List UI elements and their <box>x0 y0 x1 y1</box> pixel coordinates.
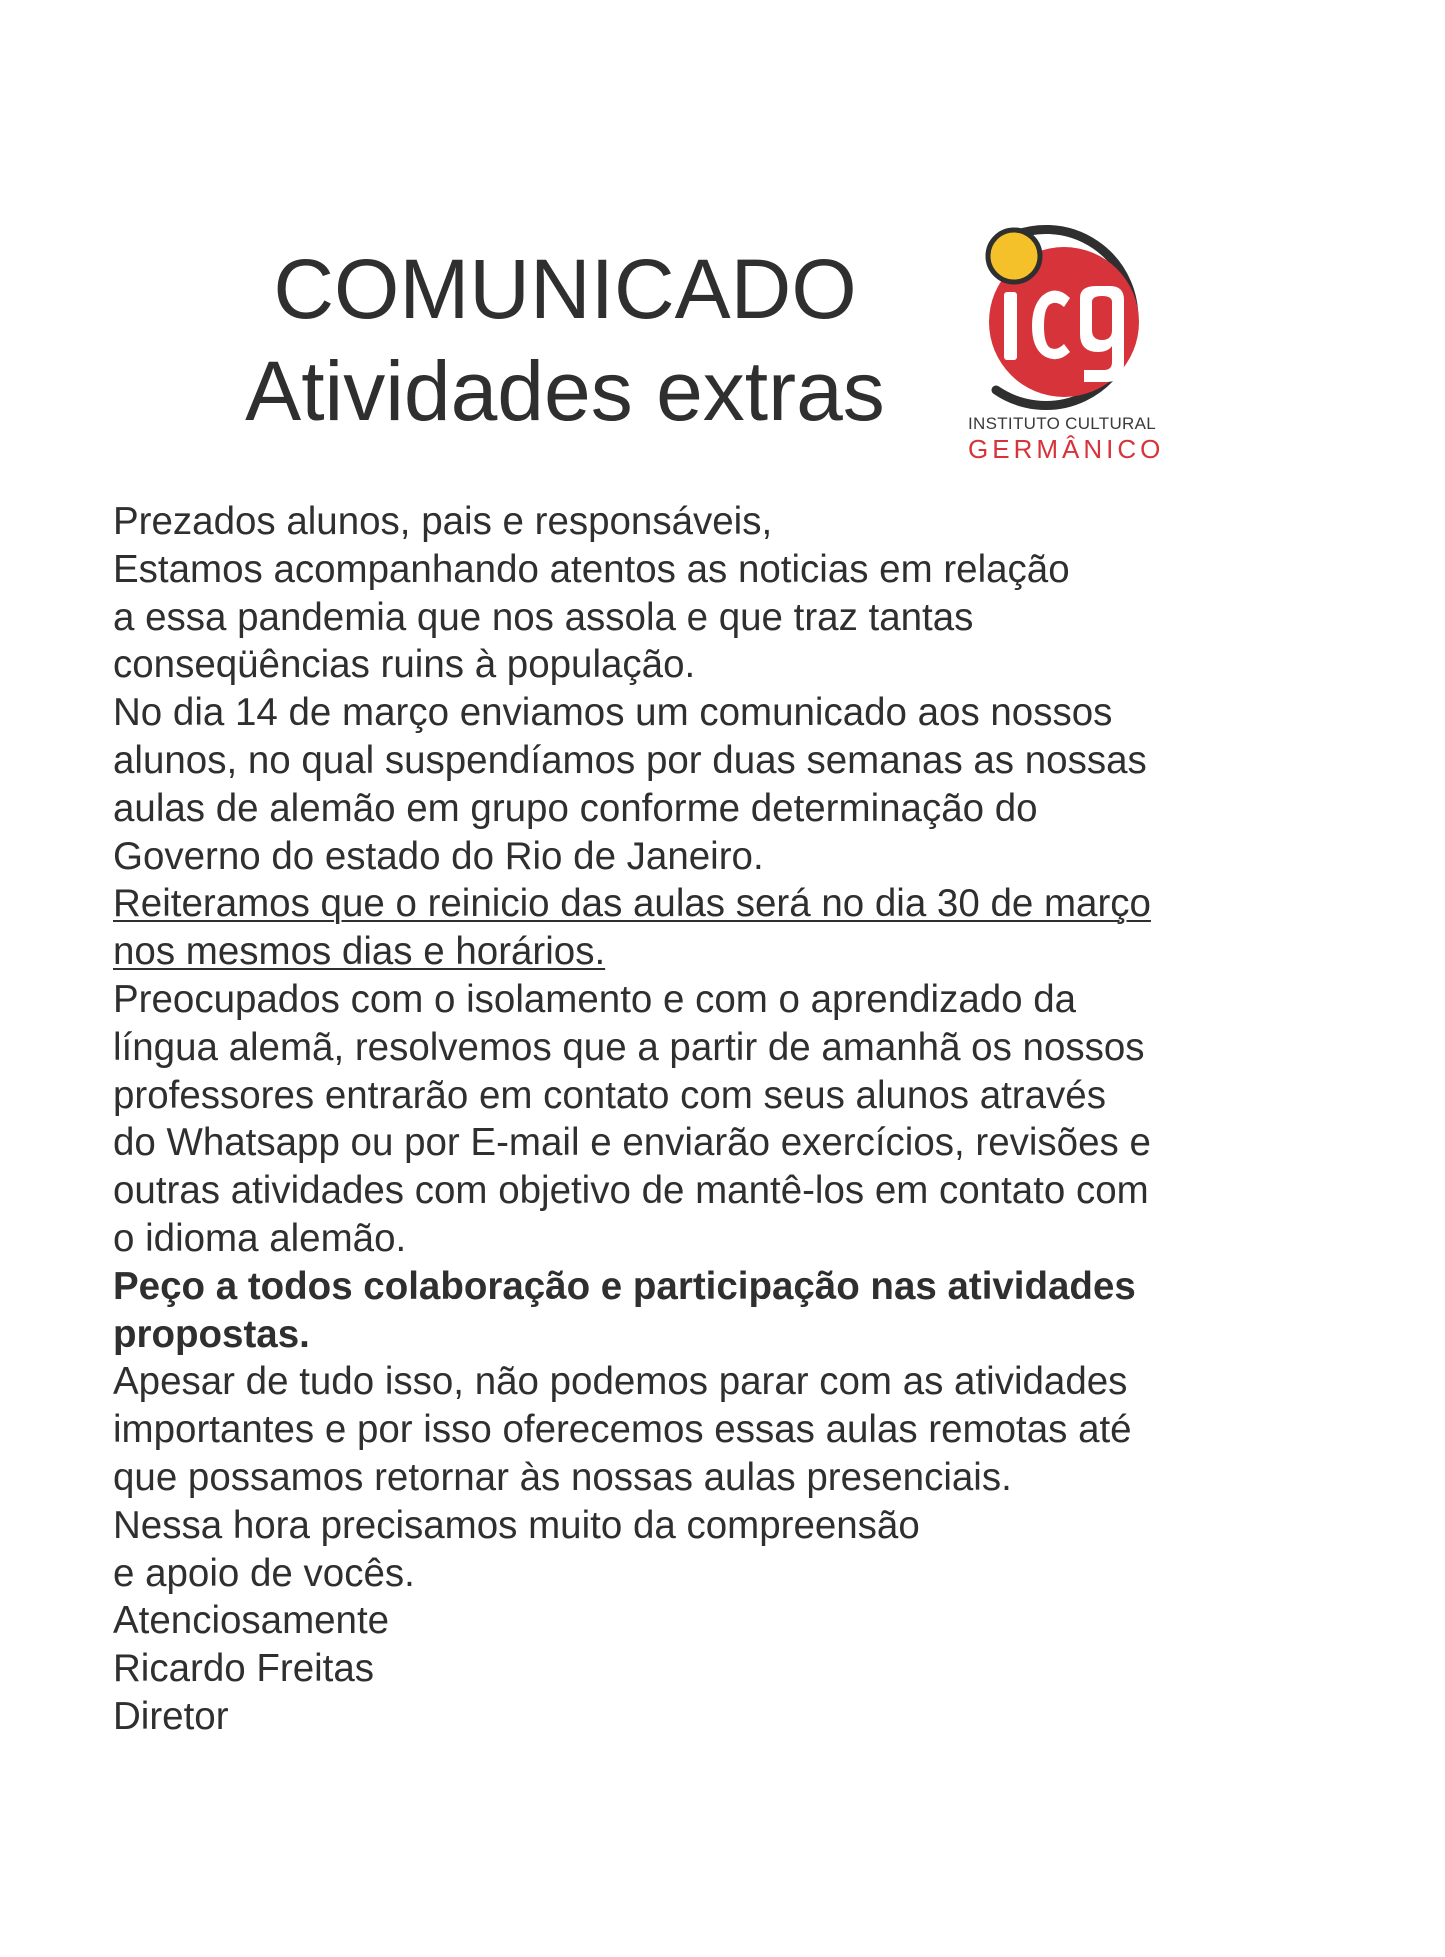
bold-line: Peço a todos colaboração e participação nas atividades <box>113 1264 1136 1308</box>
body-line: importantes e por isso oferecemos essas aulas remotas até <box>113 1408 1132 1452</box>
logo-text-instituto: INSTITUTO CULTURAL <box>968 414 1157 433</box>
body-line: professores entrarão em contato com seus alunos através <box>113 1073 1106 1117</box>
body-line: que possamos retornar às nossas aulas presenciais. <box>113 1455 1012 1499</box>
document-header <box>200 238 930 442</box>
body-line: o idioma alemão. <box>113 1216 407 1260</box>
underlined-line: nos mesmos dias e horários. <box>113 930 606 974</box>
signature-title: Diretor <box>113 1694 229 1738</box>
body-line: e apoio de vocês. <box>113 1551 415 1595</box>
body-line: No dia 14 de março enviamos um comunicado aos nossos <box>113 691 1113 735</box>
body-line: aulas de alemão em grupo conforme determinação do <box>113 786 1038 830</box>
body-line: a essa pandemia que nos assola e que traz tantas <box>113 595 974 639</box>
bold-line: propostas. <box>113 1312 310 1356</box>
document-title: COMUNICADO <box>273 242 857 336</box>
icg-logo-mark <box>960 214 1160 414</box>
body-line: outras atividades com objetivo de mantê-los em contato com <box>113 1169 1149 1213</box>
body-line: Estamos acompanhando atentos as noticias em relação <box>113 547 1070 591</box>
body-line: Preocupados com o isolamento e com o aprendizado da <box>113 977 1077 1021</box>
closing-line: Atenciosamente <box>113 1599 390 1643</box>
body-line: língua alemã, resolvemos que a partir de amanhã os nossos <box>113 1025 1145 1069</box>
body-line: Governo do estado do Rio de Janeiro. <box>113 834 764 878</box>
body-line: conseqüências ruins à população. <box>113 643 696 687</box>
body-line: Prezados alunos, pais e responsáveis, <box>113 500 773 543</box>
document-subtitle: Atividades extras <box>245 344 885 438</box>
body-line: Apesar de tudo isso, não podemos parar com as atividades <box>113 1360 1128 1404</box>
signature-name: Ricardo Freitas <box>113 1647 375 1691</box>
underlined-line: Reiteramos que o reinicio das aulas será no dia 30 de março <box>113 882 1151 926</box>
body-line: do Whatsapp ou por E-mail e enviarão exercícios, revisões e <box>113 1121 1151 1165</box>
body-line: Nessa hora precisamos muito da compreensão <box>113 1503 920 1547</box>
body-line: alunos, no qual suspendíamos por duas semanas as nossas <box>113 738 1147 782</box>
announcement-body <box>113 498 1353 1741</box>
logo-text-germanico: GERMÂNICO <box>968 434 1165 464</box>
icg-logo <box>960 214 1180 474</box>
